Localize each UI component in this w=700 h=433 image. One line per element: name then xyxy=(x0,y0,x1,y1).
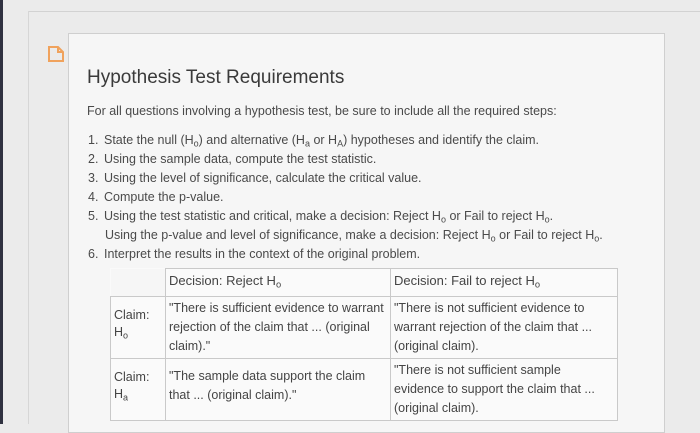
row-label-claim-null: Claim: $H_o$ xyxy=(111,297,166,359)
step-3: 3. Using the level of significance, calculate the critical value. xyxy=(88,171,422,185)
step-6: 6. Interpret the results in the context of the original problem. xyxy=(88,247,421,261)
table-row xyxy=(111,359,618,421)
step-2: 2. Using the sample data, compute the test statistic. xyxy=(88,152,377,166)
table-corner xyxy=(111,269,166,297)
intro-text: For all questions involving a hypothesis test, be sure to include all the required steps: xyxy=(87,104,557,118)
top-divider xyxy=(28,11,700,12)
cell-null-reject: "There is sufficient evidence to warrant rejection of the claim that ... (original claim)." xyxy=(166,297,391,359)
row-label-claim-alt: Claim: $H_a$ xyxy=(111,359,166,421)
cell-null-fail: "There is not sufficient evidence to warrant rejection of the claim that ... (original claim). xyxy=(391,297,618,359)
header-reject: Decision: Reject $H_o$ xyxy=(166,269,391,297)
document-icon[interactable] xyxy=(47,45,65,63)
step-4: 4. Compute the p-value. xyxy=(88,190,224,204)
step-5-alternative: Using the p-value and level of significance, make a decision: Reject $H_o$ or Fail to reject $H_o$. xyxy=(105,228,603,244)
cell-alt-fail: "There is not sufficient sample evidence to support the claim that ... (original claim). xyxy=(391,359,618,421)
window-left-edge xyxy=(0,0,3,424)
header-fail-to-reject: Decision: Fail to reject $H_o$ xyxy=(391,269,618,297)
cell-alt-reject: "The sample data support the claim that ... (original claim)." xyxy=(166,359,391,421)
step-5: 5. Using the test statistic and critical, make a decision: Reject $H_o$ or Fail to reject $H_o$. xyxy=(88,209,554,225)
table-row xyxy=(111,297,618,359)
page-title: Hypothesis Test Requirements xyxy=(87,67,345,88)
table-header-row xyxy=(111,269,618,297)
decision-table xyxy=(110,268,618,421)
step-1: 1. State the null $(H_o)$ and alternative ($H_a$ or $H_A$) hypotheses and identify the claim. xyxy=(88,133,540,149)
outline-divider xyxy=(28,11,29,424)
